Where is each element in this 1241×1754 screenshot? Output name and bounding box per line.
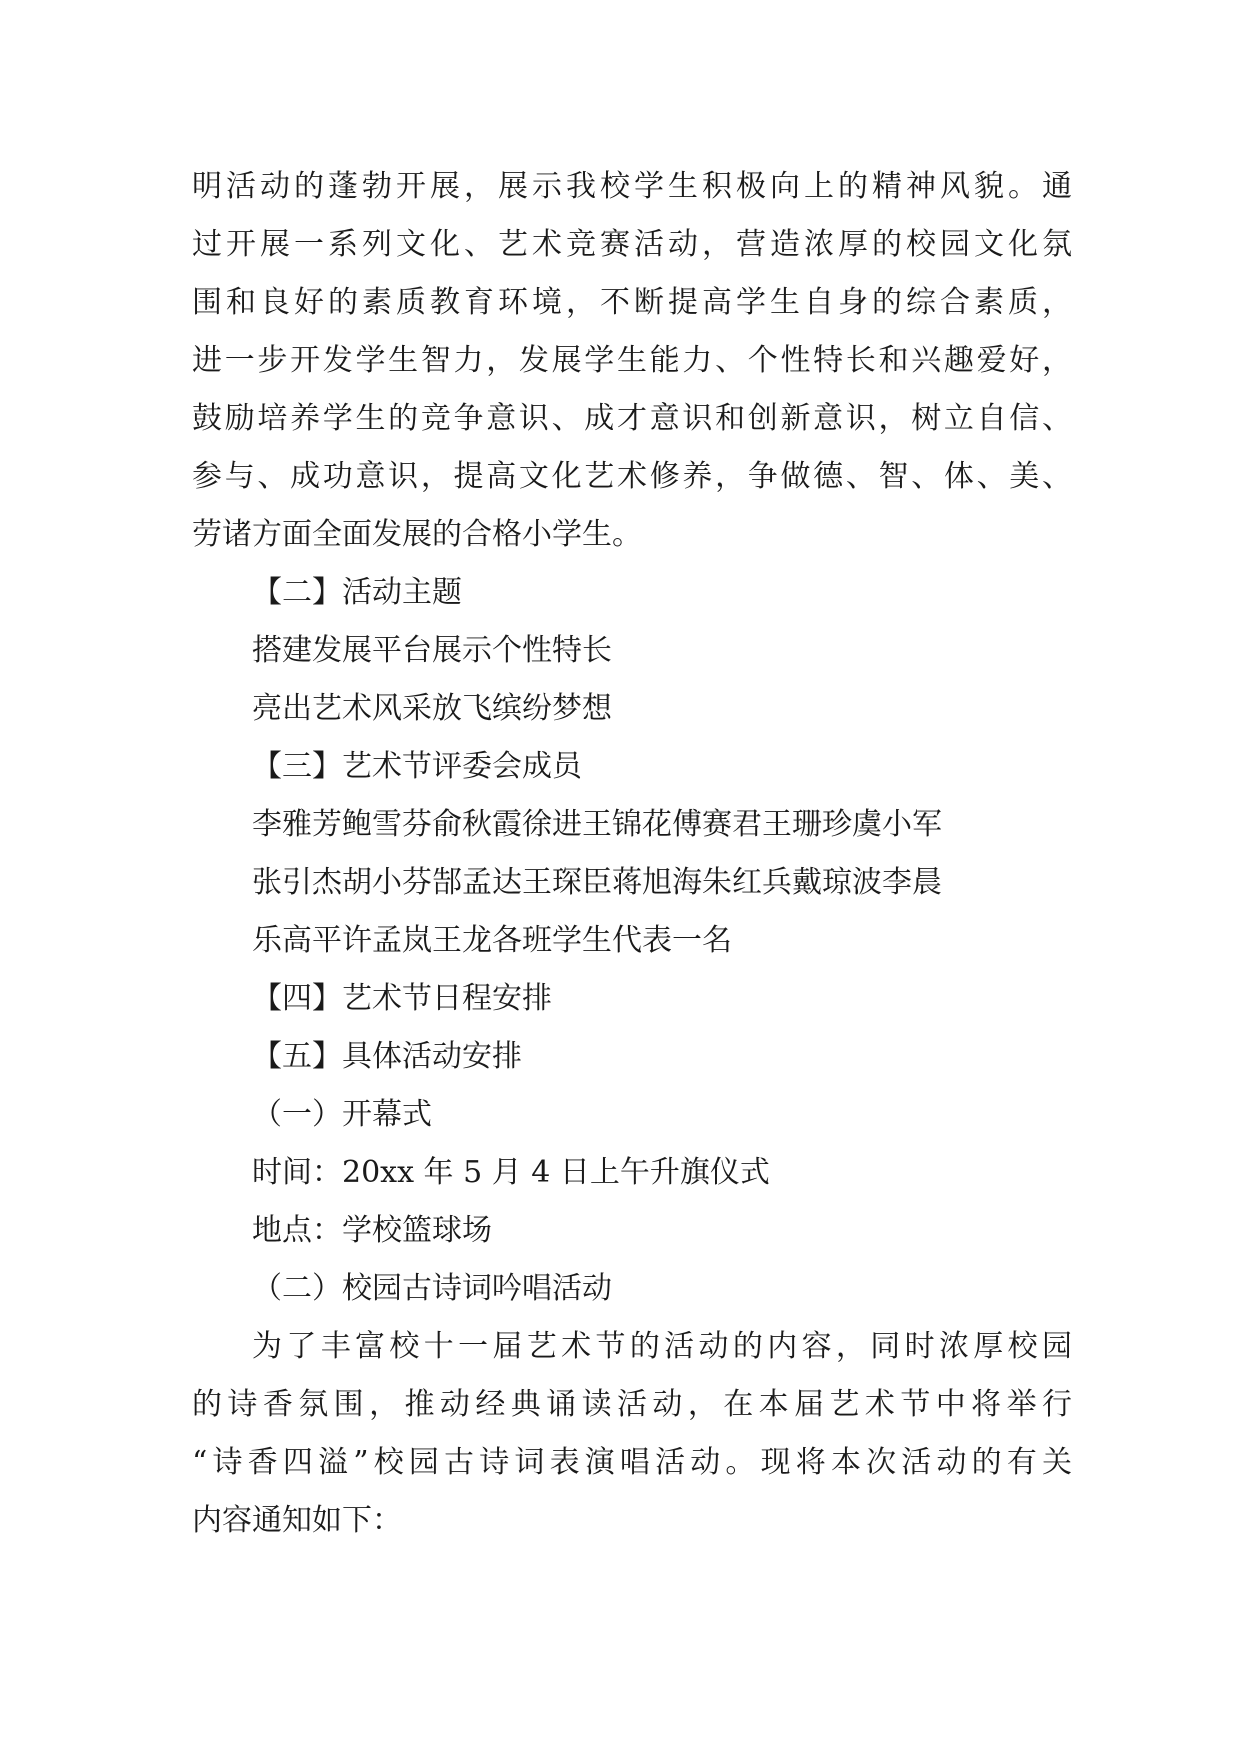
body-text-line: 劳诸方面全面发展的合格小学生。 <box>192 517 642 552</box>
judges-line: 乐高平许孟岚王龙各班学生代表一名 <box>252 923 732 958</box>
subsection-heading-opening: （一）开幕式 <box>252 1097 432 1132</box>
body-text-line: 为了丰富校十一届艺术节的活动的内容，同时浓厚校园 <box>252 1329 1072 1364</box>
body-text-line: 过开展一系列文化、艺术竞赛活动，营造浓厚的校园文化氛 <box>192 227 1072 262</box>
body-text-line: 的诗香氛围，推动经典诵读活动，在本届艺术节中将举行 <box>192 1387 1072 1422</box>
section-heading-judges: 【三】艺术节评委会成员 <box>252 749 582 784</box>
body-text-line: 参与、成功意识，提高文化艺术修养，争做德、智、体、美、 <box>192 459 1072 494</box>
document-page <box>192 158 1072 1550</box>
judges-line: 李雅芳鲍雪芬俞秋霞徐进王锦花傅赛君王珊珍虞小军 <box>252 807 942 842</box>
body-text-line: 进一步开发学生智力，发展学生能力、个性特长和兴趣爱好， <box>192 343 1072 378</box>
section-heading-activities: 【五】具体活动安排 <box>252 1039 522 1074</box>
theme-line: 亮出艺术风采放飞缤纷梦想 <box>252 691 612 726</box>
body-text-line: 内容通知如下： <box>192 1503 402 1538</box>
body-text-line: “诗香四溢”校园古诗词表演唱活动。现将本次活动的有关 <box>192 1445 1072 1480</box>
opening-time: 时间：20xx 年 5 月 4 日上午升旗仪式 <box>252 1155 770 1190</box>
opening-place: 地点：学校篮球场 <box>252 1213 492 1248</box>
body-text-line: 鼓励培养学生的竞争意识、成才意识和创新意识，树立自信、 <box>192 401 1072 436</box>
section-heading-schedule: 【四】艺术节日程安排 <box>252 981 552 1016</box>
theme-line: 搭建发展平台展示个性特长 <box>252 633 612 668</box>
body-text-line: 明活动的蓬勃开展，展示我校学生积极向上的精神风貌。通 <box>192 169 1072 204</box>
section-heading-theme: 【二】活动主题 <box>252 575 462 610</box>
subsection-heading-poetry: （二）校园古诗词吟唱活动 <box>252 1271 612 1306</box>
judges-line: 张引杰胡小芬郜孟达王琛臣蒋旭海朱红兵戴琼波李晨 <box>252 865 942 900</box>
body-text-line: 围和良好的素质教育环境，不断提高学生自身的综合素质， <box>192 285 1072 320</box>
